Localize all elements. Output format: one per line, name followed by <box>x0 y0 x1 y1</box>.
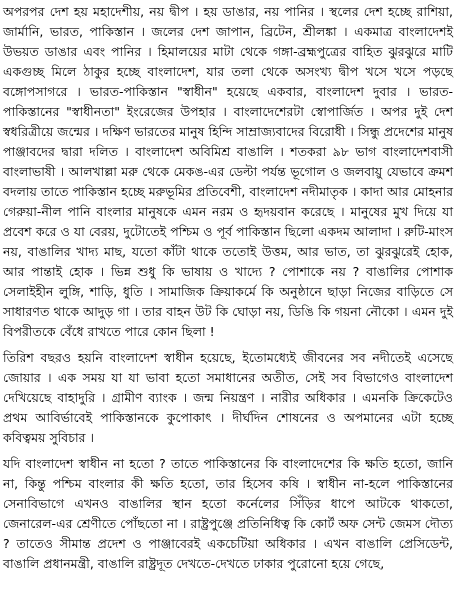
paragraph-2: তিরিশ বছরও হয়নি বাংলাদেশ স্বাধীন হয়েছে, ইতোমধ্যেই জীবনের সব নদীতেই এসেছে জোয়ার । এক সময় যা যা ভাবা হতো সমাধানের অতীত, সেই সব বিভাগেও বাংলাদেশ দেখিয়েছে বাহাদুরি । গ্রামীণ ব্যাংক । জন্ম নিয়ন্ত্রণ । নারীর অধিকার । এমনকি ক্রিকেটেও প্রথম আবির্ভাবেই পাকিস্তানকে কুপোকাৎ । দীর্ঘদিন শোষনের ও অপমানের এটা হচ্ছে কবিত্বময় সুবিচার । <box>3 350 453 445</box>
paragraph-3: যদি বাংলাদেশ স্বাধীন না হতো ? তাতে পাকিস্তানের কি বাংলাদেশের কি ক্ষতি হতো, জানি না, কিন্তু পশ্চিম বাংলার কী ক্ষতি হতো, তার হিসেব কষি । স্বাধীন না-হলে পাকিস্তানের সেনাবিভাগে এখনও বাঙালির স্থান হতো কর্নেলের সিঁড়ির ধাপে আটকে থাকতো, জেনারেল-এর শ্রেণীতে পোঁছতো না । রাষ্ট্রপুঞ্জে প্রতিনিধিত্ব কি কোর্ট অফ সেন্ট জেমস দৌত্য ? তাতেও সীমান্ত প্রদেশ ও পাঞ্জাবেরই একচেটিয়া অধিকার । এখন বাঙালি প্রেসিডেন্ট, বাঙালি প্রধানমন্ত্রী, বাঙালি রাষ্ট্রদূত দেখতে-দেখতে ঢাকার পুরোনো হয়ে গেছে, <box>3 456 453 571</box>
paragraph-1: অপরপর দেশ হয় মহাদেশীয়, নয় দ্বীপ । হয় ডাঙার, নয় পানির । স্থলের দেশ হচ্ছে রাশিয়া, জার্মানি, ভারত, পাকিস্তান । জলের দেশ জাপান, ব্রিটেন, শ্রীলঙ্কা । একমাত্র বাংলাদেশই উভয়ত ডাঙার এবং পানির । হিমালয়ের মাটা থেকে গঙ্গা-ব্রহ্মপুত্রের বাহিত ঝুরঝুরে মাটি একগুচ্ছ মিলে ঠাকুর হচ্ছে বাংলাদেশ, যার তলা থেকে অসংখ্য দ্বীপ খসে খসে পড়ছে বঙ্গোপসাগরে । ভারত-পাকিস্তান "স্বাধীন" হয়েছে একবার, বাংলাদেশ দুবার । ভারত-পাকিস্তানের "স্বাধীনতা" ইংরেজের উপহার । বাংলাদেশেরটা স্বোপার্জিত । অপর দুই দেশ স্বধরিত্রীয়ে জন্মের । দক্ষিণ ভারতের মানুষ হিন্দি সাম্রাজ্যবাদের বিরোধী । সিন্ধু প্রদেশের মানুষ পাঞ্জাবদের দ্বারা দলিত । বাংলাদেশ অবিমিশ্র বাঙালি । শতকরা ৯৮ ভাগ বাংলাদেশবাসী বাংলাভাষী । আলখাল্লা মরু থেকে মেকঙ-এর ডেল্টা পর্যন্ত ভূগোল ও জলবায়ু যেভাবে ক্রমশ বদলায় তাতে পাকিস্তান হচ্ছে মরুভূমির প্রতিবেশী, বাংলাদেশ নদীমাতৃক । কাদা আর মোহনার গেরুয়া-নীল পানি বাংলার মানুষকে এমন নরম ও হৃদয়বান করেছে । মানুষের মুখ দিয়ে যা প্রবেশ করে ও যা বেরয়, দুটোতেই পশ্চিম ও পূর্ব পাকিস্তান ছিলো একদম আলাদা । রুটি-মাংস নয়, বাঙালির খাদ্য মাছ, যতো কাঁটা থাকে ততোই উত্তম, আর ভাত, তা ঝুরঝুরেই হোক, আর পান্তাই হোক । ভিন্ন শুধু কি ভাষায় ও খাদ্যে ? পোশাকে নয় ? বাঙালির পোশাক সেলাইহীন লুঙ্গি, শাড়ি, ধুতি । সামাজিক ক্রিয়াকর্মে কি অনুষ্ঠানে ছাড়া নিজের বাড়িতে সে সাধারণত থাকে আদুড় গা । তার বাহন উট কি ঘোড়া নয়, ডিঙি কি গয়না নৌকো । এমন দুই বিপরীতকে বেঁধে রাখতে পারে কোন ছিলা ! <box>3 4 453 339</box>
